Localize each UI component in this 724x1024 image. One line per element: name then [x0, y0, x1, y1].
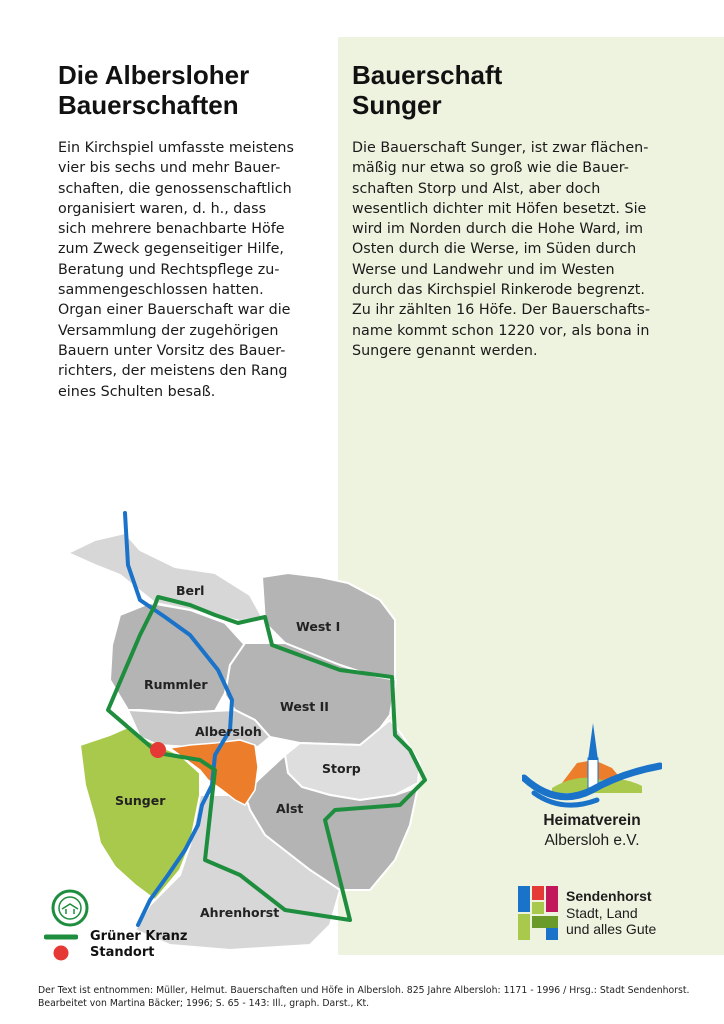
map-label-rummler: Rummler — [144, 677, 208, 692]
route-legend-swatch — [44, 932, 78, 942]
standort-marker — [150, 742, 166, 758]
map-label-berl: Berl — [176, 583, 205, 598]
map-label-alst: Alst — [276, 801, 304, 816]
sendenhorst-title: Sendenhorst — [566, 888, 652, 904]
left-body-text: Ein Kirchspiel umfasste meistens vier bis sechs und mehr Bauer- schaften, die genossenschaftlich organisiert waren, d. h., dass sich mehrere benachbarte Höfe zum Zweck gegenseitiger Hilfe, Beratung und Rechtspflege zu- sammengeschlossen hatten. Organ einer Bauerschaft war die Versammlung der zugehörigen Bauern unter Vorsitz des Bauer- richters, der meistens den Rang eines Schulten besaß. — [58, 140, 294, 400]
bauerschaften-map — [40, 505, 440, 955]
left-heading: Die Albersloher Bauerschaften — [58, 60, 250, 120]
sendenhorst-logo-icon — [516, 884, 562, 942]
sendenhorst-line-1: Stadt, Land — [566, 904, 638, 921]
legend-location-label: Standort — [90, 945, 155, 960]
map-label-west-1: West I — [296, 619, 341, 634]
footer-credit: Der Text ist entnommen: Müller, Helmut. Bauerschaften und Höfe in Albersloh. 825 Jahre Albersloh: 1171 - 1996 / Hrsg.: Stadt Sendenhorst. Bearbeitet von Martina Bäcker; 1996; S. 65 - 143: Ill., graph. Darst., Kt. — [38, 985, 690, 1010]
map-label-albersloh: Albersloh — [195, 724, 262, 739]
map-label-west-2: West II — [280, 699, 329, 714]
legend-route-label: Grüner Kranz — [90, 929, 188, 944]
right-body-text: Die Bauerschaft Sunger, ist zwar flächen- mäßig nur etwa so groß wie die Bauer- schaften Storp und Alst, aber doch wesentlich dichter mit Höfen besetzt. Sie wird im Norden durch die Hohe Ward, im Osten durch die Werse, im Süden durch Werse und Landwehr und im Westen durch das Kirchspiel Rinkerode begrenzt. Zu ihr zählten 16 Höfe. Der Bauerschafts- name kommt schon 1220 vor, als bona in Sungere genannt werden. — [352, 140, 650, 359]
sendenhorst-text-block — [566, 888, 656, 938]
map-label-sunger: Sunger — [115, 793, 166, 808]
heimatverein-name: Heimatverein — [543, 812, 641, 829]
gruener-kranz-badge-icon — [50, 888, 90, 928]
map-label-ahrenhorst: Ahrenhorst — [200, 905, 280, 920]
heimatverein-logo-icon — [522, 718, 662, 808]
right-heading: Bauerschaft Sunger — [352, 60, 503, 120]
sendenhorst-line-2: und alles Gute — [566, 921, 657, 937]
map-label-storp: Storp — [322, 761, 361, 776]
heimatverein-place: Albersloh e.V. — [544, 832, 640, 849]
standort-legend-dot — [53, 945, 69, 961]
